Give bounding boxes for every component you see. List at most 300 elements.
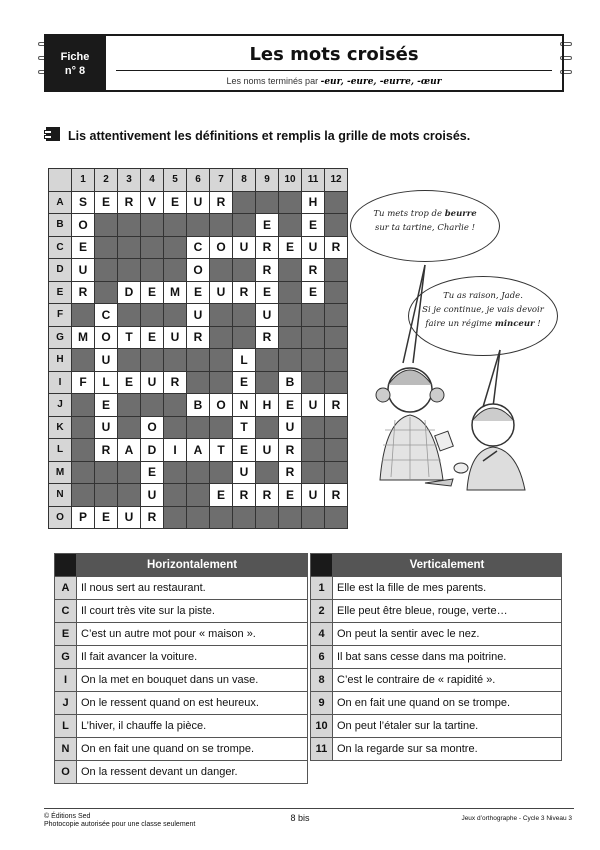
- grid-row-header: B: [49, 214, 72, 237]
- grid-cell-black: [302, 371, 325, 394]
- vertical-definition-text: Elle peut être bleue, rouge, verte…: [333, 600, 562, 623]
- bubble-charlie-line-3: faire un régime: [425, 319, 493, 329]
- grid-cell-black: [256, 349, 279, 372]
- grid-cell-letter: R: [279, 439, 302, 462]
- horizontal-definition-key: G: [55, 646, 77, 669]
- grid-cell-black: [95, 214, 118, 237]
- fiche-label: Fiche: [60, 51, 90, 63]
- horizontal-definition-key: C: [55, 600, 77, 623]
- grid-cell-black: [325, 281, 348, 304]
- grid-cell-black: [279, 191, 302, 214]
- grid-cell-black: [141, 259, 164, 282]
- grid-cell-letter: U: [187, 304, 210, 327]
- grid-cell-letter: M: [72, 326, 95, 349]
- grid-column-header: 1: [72, 169, 95, 192]
- grid-cell-black: [279, 259, 302, 282]
- grid-cell-letter: R: [302, 259, 325, 282]
- vertical-definition-text: Elle est la fille de mes parents.: [333, 577, 562, 600]
- grid-cell-black: [210, 416, 233, 439]
- grid-cell-letter: U: [164, 326, 187, 349]
- page-title: Les mots croisés: [249, 44, 419, 65]
- horizontal-definition-row: [55, 646, 308, 669]
- vertical-definition-text: On en fait une quand on se trompe.: [333, 692, 562, 715]
- grid-cell-letter: E: [95, 506, 118, 529]
- horizontal-definition-key: I: [55, 669, 77, 692]
- grid-cell-black: [210, 214, 233, 237]
- horizontal-definition-key: O: [55, 761, 77, 784]
- crossword-grid: [48, 168, 348, 529]
- grid-cell-black: [256, 191, 279, 214]
- grid-cell-letter: E: [210, 484, 233, 507]
- grid-cell-black: [164, 506, 187, 529]
- vertical-definition-row: [311, 646, 562, 669]
- grid-cell-letter: U: [118, 506, 141, 529]
- grid-cell-letter: R: [233, 484, 256, 507]
- grid-cell-black: [302, 416, 325, 439]
- grid-cell-black: [118, 236, 141, 259]
- vertical-definition-key: 2: [311, 600, 333, 623]
- vertical-definition-row: [311, 715, 562, 738]
- grid-row-header: E: [49, 281, 72, 304]
- grid-row-header: C: [49, 236, 72, 259]
- grid-cell-black: [72, 416, 95, 439]
- grid-cell-letter: R: [256, 236, 279, 259]
- grid-cell-black: [233, 214, 256, 237]
- horizontal-definition-text: On la ressent devant un danger.: [77, 761, 308, 784]
- horizontal-title: Horizontalement: [77, 554, 308, 577]
- grid-cell-letter: R: [118, 191, 141, 214]
- horizontal-definition-key: L: [55, 715, 77, 738]
- grid-cell-black: [325, 349, 348, 372]
- horizontal-definition-key: J: [55, 692, 77, 715]
- grid-column-header: 6: [187, 169, 210, 192]
- grid-cell-black: [325, 416, 348, 439]
- vertical-definition-text: On la regarde sur sa montre.: [333, 738, 562, 761]
- grid-cell-letter: R: [72, 281, 95, 304]
- grid-cell-letter: U: [141, 371, 164, 394]
- grid-cell-black: [187, 349, 210, 372]
- grid-cell-letter: E: [233, 371, 256, 394]
- grid-cell-black: [72, 439, 95, 462]
- vertical-definition-text: On peut l’étaler sur la tartine.: [333, 715, 562, 738]
- grid-cell-letter: D: [118, 281, 141, 304]
- grid-cell-black: [118, 259, 141, 282]
- grid-cell-letter: M: [164, 281, 187, 304]
- grid-cell-letter: T: [233, 416, 256, 439]
- grid-cell-black: [210, 349, 233, 372]
- grid-cell-black: [302, 506, 325, 529]
- grid-cell-letter: R: [256, 484, 279, 507]
- grid-cell-letter: S: [72, 191, 95, 214]
- grid-cell-letter: E: [95, 191, 118, 214]
- grid-cell-letter: R: [256, 326, 279, 349]
- grid-cell-letter: R: [256, 259, 279, 282]
- grid-cell-letter: U: [210, 281, 233, 304]
- vertical-definition-key: 4: [311, 623, 333, 646]
- grid-cell-letter: E: [141, 326, 164, 349]
- title-divider: [116, 70, 552, 71]
- instruction-text: Lis attentivement les définitions et remplis la grille de mots croisés.: [68, 129, 471, 143]
- grid-row: [49, 236, 348, 259]
- grid-cell-letter: H: [256, 394, 279, 417]
- grid-cell-black: [233, 191, 256, 214]
- horizontal-definition-text: Il court très vite sur la piste.: [77, 600, 308, 623]
- horizontal-definition-text: L’hiver, il chauffe la pièce.: [77, 715, 308, 738]
- title-box: [106, 34, 564, 92]
- jar-icon: [454, 463, 468, 473]
- grid-column-header: 7: [210, 169, 233, 192]
- grid-cell-letter: O: [210, 236, 233, 259]
- grid-cell-black: [95, 484, 118, 507]
- grid-cell-black: [164, 259, 187, 282]
- grid-cell-black: [164, 461, 187, 484]
- grid-column-header: 12: [325, 169, 348, 192]
- grid-cell-letter: R: [279, 461, 302, 484]
- grid-column-header: 9: [256, 169, 279, 192]
- grid-cell-black: [118, 394, 141, 417]
- horizontal-definition-text: On le ressent quand on est heureux.: [77, 692, 308, 715]
- grid-cell-letter: U: [95, 349, 118, 372]
- grid-cell-black: [325, 304, 348, 327]
- boy-body-icon: [467, 447, 525, 490]
- grid-row: [49, 191, 348, 214]
- grid-cell-black: [302, 304, 325, 327]
- horizontal-definition-text: Il nous sert au restaurant.: [77, 577, 308, 600]
- grid-row: [49, 281, 348, 304]
- vertical-definition-text: Il bat sans cesse dans ma poitrine.: [333, 646, 562, 669]
- grid-corner: [49, 169, 72, 192]
- notebook-icon: [46, 127, 60, 141]
- vertical-definition-key: 11: [311, 738, 333, 761]
- grid-column-header: 2: [95, 169, 118, 192]
- grid-cell-letter: O: [187, 259, 210, 282]
- grid-column-header: 11: [302, 169, 325, 192]
- grid-cell-black: [164, 214, 187, 237]
- footer-series: Jeux d’orthographe - Cycle 3 Niveau 3: [461, 815, 572, 822]
- grid-cell-letter: D: [141, 439, 164, 462]
- grid-cell-letter: U: [279, 416, 302, 439]
- bubble-charlie-end: !: [537, 319, 541, 329]
- horizontal-definition-row: [55, 761, 308, 784]
- grid-cell-letter: R: [325, 394, 348, 417]
- vertical-definition-key: 10: [311, 715, 333, 738]
- grid-cell-letter: T: [118, 326, 141, 349]
- horizontal-definition-key: E: [55, 623, 77, 646]
- vertical-definition-key: 1: [311, 577, 333, 600]
- bubble-charlie-bold: minceur: [494, 319, 535, 329]
- grid-row: [49, 506, 348, 529]
- grid-row: [49, 371, 348, 394]
- grid-cell-letter: E: [187, 281, 210, 304]
- grid-cell-letter: U: [302, 236, 325, 259]
- grid-column-header: 5: [164, 169, 187, 192]
- grid-cell-black: [118, 214, 141, 237]
- horizontal-definitions: [54, 553, 308, 784]
- grid-cell-black: [302, 326, 325, 349]
- grid-cell-letter: E: [256, 214, 279, 237]
- bubble-jade-text-2: sur ta tartine, Charlie !: [374, 223, 476, 233]
- grid-cell-black: [302, 439, 325, 462]
- grid-row: [49, 484, 348, 507]
- grid-cell-letter: U: [256, 439, 279, 462]
- grid-cell-letter: U: [141, 484, 164, 507]
- grid-cell-black: [302, 349, 325, 372]
- horizontal-definition-text: Il fait avancer la voiture.: [77, 646, 308, 669]
- grid-cell-black: [279, 281, 302, 304]
- grid-cell-letter: E: [279, 394, 302, 417]
- grid-row: [49, 304, 348, 327]
- grid-cell-black: [210, 326, 233, 349]
- grid-cell-letter: R: [233, 281, 256, 304]
- grid-row-header: M: [49, 461, 72, 484]
- grid-cell-letter: O: [95, 326, 118, 349]
- grid-row-header: K: [49, 416, 72, 439]
- horizontal-definition-row: [55, 600, 308, 623]
- horizontal-corner: [55, 554, 77, 577]
- grid-cell-black: [210, 304, 233, 327]
- butter-jar-icon: [435, 431, 454, 451]
- vertical-definition-row: [311, 669, 562, 692]
- subtitle-prefix: Les noms terminés par: [226, 76, 319, 86]
- grid-cell-letter: U: [302, 484, 325, 507]
- grid-row: [49, 349, 348, 372]
- grid-cell-black: [302, 461, 325, 484]
- grid-row: [49, 259, 348, 282]
- grid-row: [49, 214, 348, 237]
- grid-cell-black: [118, 349, 141, 372]
- grid-row-header: L: [49, 439, 72, 462]
- grid-cell-black: [233, 506, 256, 529]
- vertical-definition-key: 6: [311, 646, 333, 669]
- grid-cell-black: [118, 484, 141, 507]
- grid-cell-black: [95, 236, 118, 259]
- grid-cell-letter: B: [187, 394, 210, 417]
- footer-notice: Photocopie autorisée pour une classe seulement: [44, 821, 196, 828]
- grid-cell-black: [164, 416, 187, 439]
- page-number: 8 bis: [290, 813, 310, 823]
- grid-cell-black: [141, 304, 164, 327]
- grid-cell-letter: E: [233, 439, 256, 462]
- grid-cell-black: [210, 506, 233, 529]
- grid-cell-black: [187, 371, 210, 394]
- grid-cell-letter: E: [302, 281, 325, 304]
- grid-column-header: 10: [279, 169, 302, 192]
- horizontal-definition-row: [55, 577, 308, 600]
- bubble-charlie-line-2: Si je continue, je vais devoir: [422, 305, 544, 315]
- grid-cell-letter: U: [95, 416, 118, 439]
- grid-cell-black: [72, 394, 95, 417]
- grid-cell-black: [187, 484, 210, 507]
- grid-cell-black: [141, 236, 164, 259]
- grid-cell-black: [279, 506, 302, 529]
- speech-bubble-jade: [350, 190, 500, 262]
- grid-column-header: 4: [141, 169, 164, 192]
- grid-cell-black: [72, 461, 95, 484]
- grid-cell-black: [325, 506, 348, 529]
- horizontal-definition-key: A: [55, 577, 77, 600]
- grid-cell-black: [233, 304, 256, 327]
- grid-row: [49, 461, 348, 484]
- grid-cell-letter: B: [279, 371, 302, 394]
- grid-row-header: J: [49, 394, 72, 417]
- grid-cell-black: [118, 416, 141, 439]
- footer-divider: [44, 808, 574, 809]
- grid-row-header: G: [49, 326, 72, 349]
- grid-cell-letter: R: [325, 484, 348, 507]
- grid-cell-letter: T: [210, 439, 233, 462]
- horizontal-definition-row: [55, 692, 308, 715]
- grid-cell-letter: R: [141, 506, 164, 529]
- horizontal-definition-text: C’est un autre mot pour « maison ».: [77, 623, 308, 646]
- grid-cell-letter: C: [187, 236, 210, 259]
- bubble-jade-bold: beurre: [444, 209, 477, 219]
- grid-cell-letter: U: [72, 259, 95, 282]
- grid-cell-black: [95, 281, 118, 304]
- grid-cell-black: [72, 349, 95, 372]
- grid-cell-letter: U: [187, 191, 210, 214]
- footer-publisher: © Éditions Sed: [44, 813, 91, 820]
- grid-cell-letter: R: [95, 439, 118, 462]
- grid-cell-letter: P: [72, 506, 95, 529]
- vertical-title: Verticalement: [333, 554, 562, 577]
- grid-cell-black: [210, 461, 233, 484]
- grid-cell-letter: E: [141, 461, 164, 484]
- grid-cell-letter: E: [279, 484, 302, 507]
- horizontal-definition-row: [55, 738, 308, 761]
- vertical-definition-row: [311, 577, 562, 600]
- grid-cell-black: [118, 304, 141, 327]
- grid-cell-black: [325, 371, 348, 394]
- subtitle-suffixes: -eur, -eure, -eurre, -œur: [320, 77, 442, 87]
- grid-cell-black: [95, 259, 118, 282]
- grid-cell-black: [256, 506, 279, 529]
- grid-cell-black: [72, 484, 95, 507]
- grid-cell-black: [325, 461, 348, 484]
- grid-cell-letter: E: [141, 281, 164, 304]
- vertical-definition-row: [311, 738, 562, 761]
- girl-body-icon: [380, 415, 443, 480]
- grid-row-header: D: [49, 259, 72, 282]
- grid-cell-letter: U: [256, 304, 279, 327]
- grid-cell-black: [210, 371, 233, 394]
- grid-cell-letter: O: [72, 214, 95, 237]
- grid-cell-black: [141, 214, 164, 237]
- grid-cell-black: [72, 304, 95, 327]
- grid-cell-letter: E: [302, 214, 325, 237]
- horizontal-definition-text: On la met en bouquet dans un vase.: [77, 669, 308, 692]
- grid-cell-black: [325, 439, 348, 462]
- vertical-corner: [311, 554, 333, 577]
- grid-cell-black: [325, 259, 348, 282]
- grid-cell-black: [210, 259, 233, 282]
- vertical-definitions: [310, 553, 562, 761]
- grid-cell-black: [256, 416, 279, 439]
- grid-cell-letter: N: [233, 394, 256, 417]
- grid-row-header: I: [49, 371, 72, 394]
- bubble-charlie-line-1: Tu as raison, Jade.: [443, 291, 523, 301]
- vertical-definition-key: 9: [311, 692, 333, 715]
- fiche-badge: [44, 34, 106, 92]
- grid-cell-letter: O: [210, 394, 233, 417]
- grid-column-header: 8: [233, 169, 256, 192]
- grid-cell-letter: E: [95, 394, 118, 417]
- grid-cell-letter: R: [164, 371, 187, 394]
- grid-cell-letter: L: [233, 349, 256, 372]
- vertical-definition-row: [311, 692, 562, 715]
- grid-cell-black: [187, 461, 210, 484]
- grid-cell-letter: I: [164, 439, 187, 462]
- grid-cell-black: [325, 191, 348, 214]
- vertical-definition-key: 8: [311, 669, 333, 692]
- grid-cell-letter: R: [210, 191, 233, 214]
- grid-cell-black: [325, 326, 348, 349]
- page-subtitle: [106, 76, 562, 87]
- grid-cell-letter: A: [187, 439, 210, 462]
- vertical-definition-text: On peut la sentir avec le nez.: [333, 623, 562, 646]
- worksheet-header: [44, 34, 574, 92]
- vertical-definition-row: [311, 623, 562, 646]
- grid-cell-letter: U: [233, 461, 256, 484]
- grid-row: [49, 416, 348, 439]
- grid-cell-black: [256, 461, 279, 484]
- grid-cell-black: [187, 214, 210, 237]
- grid-cell-black: [233, 326, 256, 349]
- grid-cell-black: [233, 259, 256, 282]
- grid-cell-letter: U: [233, 236, 256, 259]
- grid-cell-letter: L: [95, 371, 118, 394]
- grid-cell-black: [164, 484, 187, 507]
- grid-cell-letter: E: [279, 236, 302, 259]
- grid-row-header: O: [49, 506, 72, 529]
- grid-row: [49, 326, 348, 349]
- grid-cell-black: [164, 394, 187, 417]
- grid-cell-letter: E: [256, 281, 279, 304]
- grid-cell-letter: E: [118, 371, 141, 394]
- grid-cell-letter: H: [302, 191, 325, 214]
- horizontal-definition-key: N: [55, 738, 77, 761]
- grid-cell-letter: O: [141, 416, 164, 439]
- grid-cell-letter: R: [325, 236, 348, 259]
- grid-cell-black: [141, 394, 164, 417]
- grid-cell-black: [164, 236, 187, 259]
- grid-cell-letter: E: [72, 236, 95, 259]
- fiche-number: n° 8: [64, 65, 86, 77]
- grid-row: [49, 394, 348, 417]
- grid-cell-letter: R: [187, 326, 210, 349]
- children-illustration: [355, 255, 555, 500]
- grid-cell-letter: V: [141, 191, 164, 214]
- grid-cell-black: [118, 461, 141, 484]
- horizontal-definition-text: On en fait une quand on se trompe.: [77, 738, 308, 761]
- horizontal-definition-row: [55, 669, 308, 692]
- grid-cell-letter: E: [164, 191, 187, 214]
- grid-cell-black: [164, 349, 187, 372]
- grid-cell-black: [279, 326, 302, 349]
- grid-cell-black: [95, 461, 118, 484]
- horizontal-definition-row: [55, 623, 308, 646]
- grid-cell-black: [187, 416, 210, 439]
- vertical-definition-text: C’est le contraire de « rapidité ».: [333, 669, 562, 692]
- grid-cell-black: [279, 349, 302, 372]
- grid-cell-black: [256, 371, 279, 394]
- grid-cell-black: [187, 506, 210, 529]
- grid-cell-letter: U: [302, 394, 325, 417]
- bubble-jade-text: Tu mets trop de: [373, 209, 443, 219]
- horizontal-definition-row: [55, 715, 308, 738]
- grid-row: [49, 439, 348, 462]
- grid-column-header: 3: [118, 169, 141, 192]
- grid-row-header: A: [49, 191, 72, 214]
